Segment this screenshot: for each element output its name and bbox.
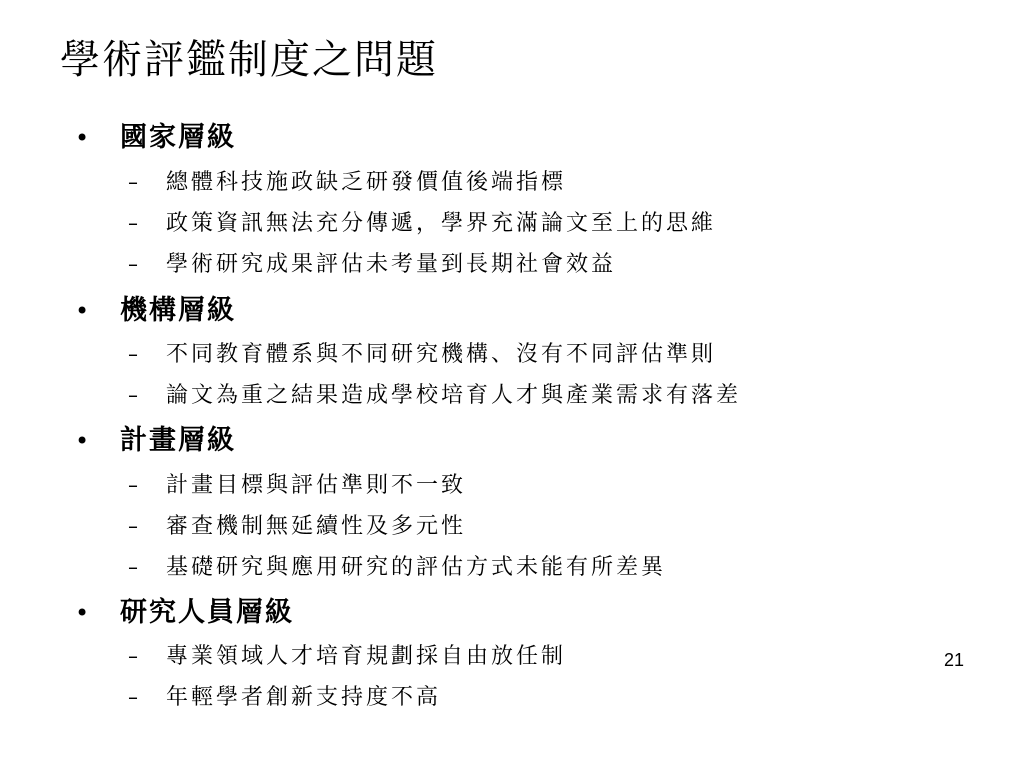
list-item <box>128 547 666 587</box>
list-item <box>128 677 441 717</box>
list-item-text: 審查機制無延續性及多元性 <box>166 514 467 539</box>
bullet-icon: • <box>75 124 92 152</box>
list-item <box>128 375 741 415</box>
section-heading <box>75 421 236 461</box>
list-item-text: 年輕學者創新支持度不高 <box>166 685 442 710</box>
section-heading <box>75 118 236 158</box>
list-item <box>128 334 716 374</box>
list-item-text: 基礎研究與應用研究的評估方式未能有所差異 <box>166 555 667 580</box>
section-heading-label: 國家層級 <box>120 122 236 153</box>
dash-icon: – <box>128 644 138 668</box>
section-heading-label: 機構層級 <box>120 295 236 326</box>
bullet-icon: • <box>75 297 92 325</box>
list-item-text: 政策資訊無法充分傳遞，學界充滿論文至上的思維 <box>166 211 717 236</box>
bullet-icon: • <box>75 599 92 627</box>
dash-icon: – <box>128 555 138 579</box>
list-item-text: 計畫目標與評估準則不一致 <box>166 473 467 498</box>
dash-icon: – <box>128 342 138 366</box>
list-item <box>128 162 566 202</box>
list-item <box>128 506 466 546</box>
list-item <box>128 244 616 284</box>
list-item-text: 學術研究成果評估未考量到長期社會效益 <box>166 252 617 277</box>
slide-title: 學術評鑑制度之問題 <box>60 37 438 83</box>
page-number: 21 <box>944 650 965 670</box>
list-item-text: 總體科技施政缺乏研發價值後端指標 <box>166 170 567 195</box>
section-heading <box>75 291 236 331</box>
list-item-text: 不同教育體系與不同研究機構、沒有不同評估準則 <box>166 342 717 367</box>
dash-icon: – <box>128 252 138 276</box>
dash-icon: – <box>128 473 138 497</box>
section-heading-label: 計畫層級 <box>120 425 236 456</box>
list-item-text: 論文為重之結果造成學校培育人才與產業需求有落差 <box>166 383 742 408</box>
dash-icon: – <box>128 685 138 709</box>
list-item <box>128 636 566 676</box>
dash-icon: – <box>128 514 138 538</box>
list-item <box>128 465 466 505</box>
dash-icon: – <box>128 211 138 235</box>
section-heading <box>75 593 294 633</box>
dash-icon: – <box>128 170 138 194</box>
dash-icon: – <box>128 383 138 407</box>
list-item-text: 專業領域人才培育規劃採自由放任制 <box>166 644 567 669</box>
bullet-icon: • <box>75 427 92 455</box>
list-item <box>128 203 716 243</box>
section-heading-label: 研究人員層級 <box>120 597 294 628</box>
